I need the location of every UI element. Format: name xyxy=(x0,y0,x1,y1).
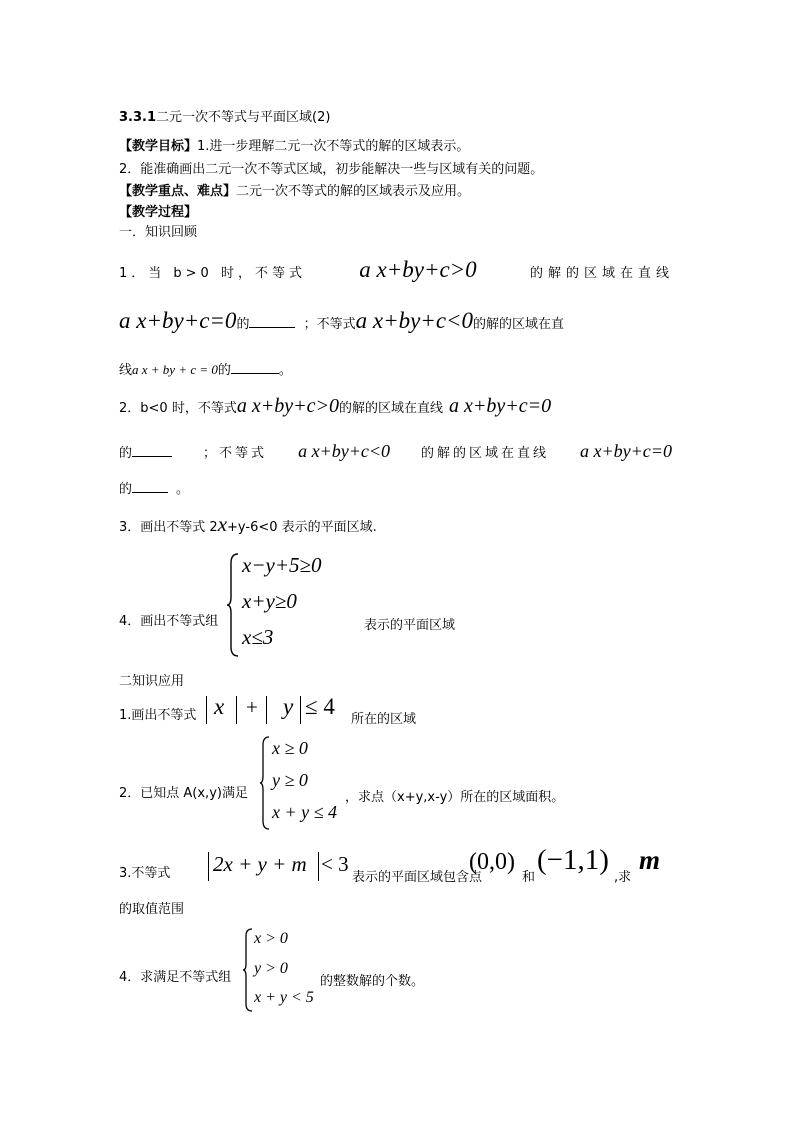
q2-line-equation-2: a x+by+c=0 xyxy=(580,441,672,461)
abs-bar xyxy=(318,852,319,881)
abs-bar xyxy=(208,852,209,881)
app-q4-text-2: 的整数解的个数。 xyxy=(320,974,425,989)
goals-label: 【教学目标】 xyxy=(119,139,198,154)
abs-bar xyxy=(300,696,301,724)
answer-blank-2[interactable] xyxy=(231,361,279,374)
app-q3-point-2: (−1,1) xyxy=(537,844,609,876)
system-brace-2 xyxy=(259,736,271,830)
q1-text-2: 的解的区域在直线 xyxy=(529,266,674,281)
app-q3-point-1: (0,0) xyxy=(469,849,515,875)
system2-row-2: y ≥ 0 xyxy=(272,770,308,790)
q1-inequality-gt: a x+by+c>0 xyxy=(359,257,477,282)
q1-text-1: 1．当 b>0 时，不等式 xyxy=(119,266,306,281)
review-q1-line2 xyxy=(119,308,565,343)
abs-bar xyxy=(236,696,237,724)
app-q3-text-1: 3.不等式 xyxy=(119,866,171,881)
review-q2-line1 xyxy=(119,395,552,426)
system1-row-1: x−y+5≥0 xyxy=(242,553,322,577)
system3-row-1: x > 0 xyxy=(254,930,288,947)
q1-text-5: 的解的区域在直 xyxy=(473,317,565,332)
part1-heading: 一．知识回顾 xyxy=(119,225,198,240)
answer-blank-1[interactable] xyxy=(249,315,295,328)
review-q1-line1 xyxy=(119,257,674,292)
app-q4-text-1: 4．求满足不等式组 xyxy=(119,970,232,985)
app-q3-text-3: 和 xyxy=(522,870,536,885)
q2-inequality-gt: a x+by+c>0 xyxy=(236,395,339,417)
keypoints-label: 【教学重点、难点】 xyxy=(119,184,237,199)
app-q3-text-4: ,求 xyxy=(614,870,632,885)
review-q1-line3 xyxy=(119,361,292,379)
app-q3-text-5: 的取值范围 xyxy=(119,902,185,917)
goal-item-1: 1.进一步理解二元一次不等式的解的区域表示。 xyxy=(197,139,470,154)
system-brace-3 xyxy=(242,928,254,1012)
q2-inequality-lt: a x+by+c<0 xyxy=(298,441,390,461)
abs-bar xyxy=(266,696,267,724)
review-q3-line xyxy=(119,512,377,540)
q2-text-1: 2．b<0 时，不等式 xyxy=(119,401,237,416)
teaching-goals-line1 xyxy=(119,139,469,155)
lesson-title xyxy=(119,110,330,126)
q2-text-5: 的解的区域在直线 xyxy=(421,446,550,461)
q1-line-equation-small: a x + by + c = 0 xyxy=(132,362,218,377)
q1-text-4: ；不等式 xyxy=(303,317,356,332)
q3-variable-x: x xyxy=(217,512,228,536)
teaching-goals-line2 xyxy=(119,162,543,178)
q3-text-2: +y-6<0 表示的平面区域. xyxy=(227,520,377,535)
system3-row-3: x + y < 5 xyxy=(254,989,314,1006)
abs-bar xyxy=(206,696,207,724)
q1-text-7: 的 xyxy=(217,363,231,378)
review-q4-text-1: 4．画出不等式组 xyxy=(119,614,219,629)
q1-text-6: 线 xyxy=(119,363,133,378)
app-q1-text-1: 1.画出不等式 xyxy=(119,708,197,723)
review-q4-text-2: 表示的平面区域 xyxy=(364,618,456,633)
app-q2-text-2: ，求点（x+y,x-y）所在的区域面积。 xyxy=(345,790,565,805)
app-q1-plus: + xyxy=(246,695,258,719)
q1-line-equation: a x+by+c=0 xyxy=(119,308,237,333)
answer-blank-4[interactable] xyxy=(132,480,168,493)
app-q1-text-2: 所在的区域 xyxy=(351,712,417,727)
q2-text-7: 。 xyxy=(176,482,190,497)
system1-row-2: x+y≥0 xyxy=(242,589,297,613)
app-q1-y: y xyxy=(283,694,294,719)
system1-row-3: x≤3 xyxy=(242,625,274,649)
q1-text-8: 。 xyxy=(278,363,292,378)
system2-row-1: x ≥ 0 xyxy=(272,738,308,758)
system-brace-1 xyxy=(226,553,240,657)
part2-heading: 二知识应用 xyxy=(119,674,185,689)
title-text: 二元一次不等式与平面区域(2) xyxy=(156,110,331,125)
q2-text-3: 的 xyxy=(119,446,133,461)
app-q3-rhs: < 3 xyxy=(321,852,349,876)
system3-row-2: y > 0 xyxy=(254,960,288,977)
q1-text-3: 的 xyxy=(236,317,250,332)
section-number: 3.3.1 xyxy=(119,110,157,125)
key-points-line xyxy=(119,184,470,200)
review-q2-line3 xyxy=(119,480,189,498)
app-q3-text-2: 表示的平面区域包含点 xyxy=(352,870,483,885)
q1-inequality-lt: a x+by+c<0 xyxy=(355,308,474,333)
q2-text-6: 的 xyxy=(119,482,133,497)
answer-blank-3[interactable] xyxy=(132,444,172,457)
process-label: 【教学过程】 xyxy=(119,205,198,220)
app-q2-text-1: 2．已知点 A(x,y)满足 xyxy=(119,786,248,801)
app-q1-rhs: ≤ 4 xyxy=(305,694,335,719)
goal-item-2: 2．能准确画出二元一次不等式区域，初步能解决一些与区域有关的问题。 xyxy=(119,162,544,177)
app-q3-abs-expression: 2x + y + m xyxy=(213,852,307,876)
q2-text-2: 的解的区域在直线 xyxy=(338,401,443,416)
review-q2-line2 xyxy=(119,443,672,467)
app-q3-variable-m: m xyxy=(639,845,661,875)
app-q1-x: x xyxy=(214,694,225,719)
system2-row-3: x + y ≤ 4 xyxy=(272,802,338,822)
keypoints-text: 二元一次不等式的解的区域表示及应用。 xyxy=(236,184,471,199)
q2-text-4: ；不等式 xyxy=(203,446,268,461)
q3-text-1: 3．画出不等式 2 xyxy=(119,520,218,535)
q2-line-equation: a x+by+c=0 xyxy=(448,395,552,417)
